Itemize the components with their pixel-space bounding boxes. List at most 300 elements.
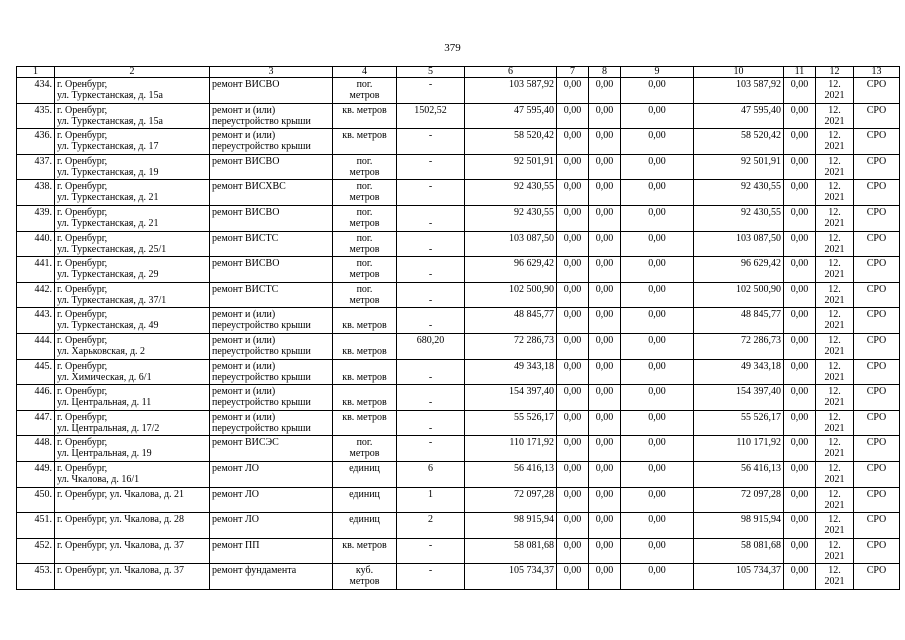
quantity-cell-line: - (428, 437, 433, 449)
table-row (17, 461, 900, 487)
table-row (17, 103, 900, 129)
col8-cell: 0,00 (589, 231, 621, 257)
unit-cell (333, 436, 397, 462)
completion-date-cell (816, 436, 854, 462)
table-row (17, 231, 900, 257)
col11-cell: 0,00 (784, 410, 816, 436)
row-number: 445. (17, 359, 55, 385)
method-cell: СРО (854, 78, 900, 104)
row-number: 440. (17, 231, 55, 257)
completion-date-cell-line: 12. (828, 386, 841, 398)
col8-cell: 0,00 (589, 461, 621, 487)
unit-cell-line: кв. метров (342, 539, 387, 551)
address-cell-line: ул. Туркестанская, д. 37/1 (57, 294, 167, 306)
quantity-cell-line: - (428, 320, 433, 332)
quantity-cell-line: - (428, 565, 433, 577)
completion-date-cell-line: 2021 (824, 192, 845, 204)
unit-cell (333, 180, 397, 206)
quantity-cell (397, 513, 465, 539)
address-cell-line: г. Оренбург, (57, 258, 108, 270)
unit-cell-line: единиц (349, 514, 380, 526)
unit-cell (333, 333, 397, 359)
col8-cell: 0,00 (589, 564, 621, 590)
unit-cell (333, 205, 397, 231)
col8-cell: 0,00 (589, 154, 621, 180)
row-number: 452. (17, 538, 55, 564)
address-cell-line: г. Оренбург, (57, 155, 108, 167)
completion-date-cell (816, 154, 854, 180)
table-row (17, 564, 900, 590)
address-cell-line: ул. Центральная, д. 17/2 (57, 422, 160, 434)
unit-cell (333, 308, 397, 334)
col9-cell: 0,00 (621, 154, 694, 180)
address-cell-line: г. Оренбург, (57, 206, 108, 218)
completion-date-cell-line: 2021 (824, 473, 845, 485)
col8-cell: 0,00 (589, 129, 621, 155)
col8-cell: 0,00 (589, 359, 621, 385)
work-type-cell-line: ремонт и (или) (212, 386, 276, 398)
col8-cell: 0,00 (589, 78, 621, 104)
quantity-cell (397, 385, 465, 411)
work-type-cell-line: ремонт и (или) (212, 411, 276, 423)
address-cell-line: ул. Туркестанская, д. 15а (57, 90, 163, 101)
quantity-cell-line: - (428, 130, 433, 142)
column-header-1: 1 (17, 67, 55, 78)
quantity-cell-line (399, 233, 462, 244)
work-type-cell-line: ремонт и (или) (212, 360, 276, 372)
work-type-cell (210, 333, 333, 359)
total-cost-cell: 96 629,42 (465, 257, 557, 283)
col9-cell: 0,00 (621, 257, 694, 283)
col11-cell: 0,00 (784, 461, 816, 487)
completion-date-cell-line: 12. (828, 309, 841, 321)
quantity-cell-line (399, 284, 462, 295)
unit-cell-line: метров (349, 448, 380, 460)
completion-date-cell-line: 12. (828, 565, 841, 577)
method-cell: СРО (854, 205, 900, 231)
work-type-cell (210, 308, 333, 334)
column-header-7: 7 (557, 67, 589, 78)
address-cell (55, 205, 210, 231)
address-cell-line: г. Оренбург, (57, 309, 108, 321)
quantity-cell-line: - (428, 181, 433, 193)
quantity-cell (397, 436, 465, 462)
work-type-cell-line: ремонт и (или) (212, 130, 276, 142)
col11-cell: 0,00 (784, 487, 816, 513)
col7-cell: 0,00 (557, 538, 589, 564)
work-type-cell-line: ремонт ПП (212, 539, 260, 551)
unit-cell (333, 564, 397, 590)
table-row (17, 78, 900, 104)
address-cell-line: ул. Центральная, д. 11 (57, 397, 152, 409)
col11-cell: 0,00 (784, 333, 816, 359)
table-row (17, 385, 900, 411)
total-cost-cell: 56 416,13 (465, 461, 557, 487)
total-cost-cell: 49 343,18 (465, 359, 557, 385)
unit-cell (333, 410, 397, 436)
work-type-cell (210, 487, 333, 513)
column-header-6: 6 (465, 67, 557, 78)
col8-cell: 0,00 (589, 410, 621, 436)
total-cost-cell: 154 397,40 (465, 385, 557, 411)
col11-cell: 0,00 (784, 385, 816, 411)
address-cell-line: г. Оренбург, (57, 104, 108, 116)
completion-date-cell-line: 12. (828, 411, 841, 423)
quantity-cell (397, 129, 465, 155)
work-type-cell-line: переустройство крыши (212, 320, 311, 332)
completion-date-cell-line: 12. (828, 181, 841, 193)
unit-cell-line: кв. метров (342, 397, 387, 409)
work-type-cell-line: ремонт ЛО (212, 462, 259, 474)
col11-cell: 0,00 (784, 282, 816, 308)
unit-cell-line: пог. (356, 206, 373, 218)
total-cost-cell: 48 845,77 (465, 308, 557, 334)
table-row (17, 205, 900, 231)
col8-cell: 0,00 (589, 487, 621, 513)
col11-cell: 0,00 (784, 129, 816, 155)
quantity-cell-line: - (428, 79, 433, 90)
col7-cell: 0,00 (557, 487, 589, 513)
quantity-cell-line: - (428, 294, 433, 306)
quantity-cell (397, 333, 465, 359)
address-cell-line: ул. Туркестанская, д. 15а (57, 115, 163, 127)
work-type-cell (210, 410, 333, 436)
address-cell-line: г. Оренбург, (57, 334, 108, 346)
column-header-11: 11 (784, 67, 816, 78)
col7-cell: 0,00 (557, 333, 589, 359)
completion-date-cell-line: 2021 (824, 550, 845, 562)
quantity-cell (397, 461, 465, 487)
col7-cell: 0,00 (557, 564, 589, 590)
total-cost-cell: 98 915,94 (465, 513, 557, 539)
completion-date-cell (816, 461, 854, 487)
completion-date-cell (816, 282, 854, 308)
address-cell-line: г. Оренбург, ул. Чкалова, д. 37 (57, 565, 185, 577)
total-cost-cell: 55 526,17 (465, 410, 557, 436)
col9-cell: 0,00 (621, 359, 694, 385)
completion-date-cell-line: 2021 (824, 345, 845, 357)
col10-cell: 47 595,40 (694, 103, 784, 129)
col7-cell: 0,00 (557, 231, 589, 257)
col8-cell: 0,00 (589, 205, 621, 231)
method-cell: СРО (854, 333, 900, 359)
column-header-5: 5 (397, 67, 465, 78)
address-cell (55, 308, 210, 334)
unit-cell-line: пог. (356, 283, 373, 295)
unit-cell-line: метров (349, 269, 380, 281)
column-header-9: 9 (621, 67, 694, 78)
address-cell-line: г. Оренбург, (57, 232, 108, 244)
total-cost-cell: 92 501,91 (465, 154, 557, 180)
col7-cell: 0,00 (557, 385, 589, 411)
quantity-cell-line: - (428, 217, 433, 229)
work-type-cell-line: ремонт ВИСВО (212, 79, 280, 90)
address-cell-line: ул. Харьковская, д. 2 (57, 345, 146, 357)
address-cell (55, 359, 210, 385)
col9-cell: 0,00 (621, 385, 694, 411)
unit-cell (333, 129, 397, 155)
completion-date-cell-line: 2021 (824, 269, 845, 281)
col10-cell: 92 430,55 (694, 205, 784, 231)
col10-cell: 72 097,28 (694, 487, 784, 513)
quantity-cell-line (399, 361, 462, 372)
address-cell (55, 538, 210, 564)
col9-cell: 0,00 (621, 282, 694, 308)
col7-cell: 0,00 (557, 205, 589, 231)
column-header-4: 4 (333, 67, 397, 78)
completion-date-cell-line: 2021 (824, 320, 845, 332)
quantity-cell-line (399, 412, 462, 423)
address-cell-line: г. Оренбург, ул. Чкалова, д. 21 (57, 488, 185, 500)
address-cell-line: г. Оренбург, (57, 462, 108, 474)
method-cell: СРО (854, 410, 900, 436)
address-cell (55, 154, 210, 180)
col9-cell: 0,00 (621, 538, 694, 564)
address-cell (55, 461, 210, 487)
completion-date-cell-line: 2021 (824, 499, 845, 511)
table-row (17, 282, 900, 308)
col10-cell: 98 915,94 (694, 513, 784, 539)
work-type-cell-line: переустройство крыши (212, 115, 311, 127)
method-cell: СРО (854, 154, 900, 180)
col7-cell: 0,00 (557, 513, 589, 539)
col9-cell: 0,00 (621, 129, 694, 155)
completion-date-cell-line: 2021 (824, 294, 845, 306)
quantity-cell-line: 2 (428, 514, 433, 526)
col8-cell: 0,00 (589, 308, 621, 334)
address-cell (55, 282, 210, 308)
unit-cell-line: метров (349, 576, 380, 588)
address-cell (55, 513, 210, 539)
col7-cell: 0,00 (557, 103, 589, 129)
unit-cell-line (335, 335, 394, 346)
col11-cell: 0,00 (784, 154, 816, 180)
col7-cell: 0,00 (557, 410, 589, 436)
table-row (17, 487, 900, 513)
method-cell: СРО (854, 231, 900, 257)
row-number: 442. (17, 282, 55, 308)
address-cell (55, 487, 210, 513)
col7-cell: 0,00 (557, 282, 589, 308)
work-type-cell (210, 129, 333, 155)
unit-cell (333, 231, 397, 257)
address-cell-line: ул. Туркестанская, д. 25/1 (57, 243, 167, 255)
unit-cell-line: пог. (356, 258, 373, 270)
col9-cell: 0,00 (621, 205, 694, 231)
address-cell-line: ул. Туркестанская, д. 19 (57, 166, 159, 178)
completion-date-cell-line: 2021 (824, 371, 845, 383)
work-type-cell (210, 385, 333, 411)
header-row (17, 67, 900, 78)
unit-cell-line: кв. метров (342, 411, 387, 423)
col8-cell: 0,00 (589, 333, 621, 359)
work-type-cell-line: переустройство крыши (212, 371, 311, 383)
quantity-cell-line: - (428, 539, 433, 551)
work-type-cell-line: переустройство крыши (212, 141, 311, 153)
address-cell-line: г. Оренбург, ул. Чкалова, д. 37 (57, 539, 185, 551)
address-cell (55, 385, 210, 411)
col7-cell: 0,00 (557, 154, 589, 180)
work-type-cell (210, 180, 333, 206)
completion-date-cell-line: 2021 (824, 422, 845, 434)
unit-cell-line: кв. метров (342, 371, 387, 383)
method-cell: СРО (854, 487, 900, 513)
unit-cell (333, 538, 397, 564)
total-cost-cell: 58 081,68 (465, 538, 557, 564)
col10-cell: 55 526,17 (694, 410, 784, 436)
completion-date-cell-line: 12. (828, 334, 841, 346)
row-number: 436. (17, 129, 55, 155)
quantity-cell-line (399, 207, 462, 218)
work-type-cell-line: ремонт фундамента (212, 565, 297, 577)
table-row (17, 257, 900, 283)
work-type-cell-line: ремонт и (или) (212, 309, 276, 321)
row-number: 447. (17, 410, 55, 436)
method-cell: СРО (854, 436, 900, 462)
method-cell: СРО (854, 308, 900, 334)
total-cost-cell: 72 286,73 (465, 333, 557, 359)
completion-date-cell-line: 12. (828, 360, 841, 372)
address-cell (55, 103, 210, 129)
row-number: 439. (17, 205, 55, 231)
work-type-cell-line: ремонт ВИСВО (212, 155, 280, 167)
completion-date-cell-line: 12. (828, 232, 841, 244)
col8-cell: 0,00 (589, 436, 621, 462)
completion-date-cell (816, 231, 854, 257)
quantity-cell-line (399, 386, 462, 397)
col11-cell: 0,00 (784, 436, 816, 462)
row-number: 449. (17, 461, 55, 487)
col7-cell: 0,00 (557, 129, 589, 155)
quantity-cell (397, 257, 465, 283)
completion-date-cell (816, 308, 854, 334)
unit-cell-line: пог. (356, 437, 373, 449)
method-cell: СРО (854, 129, 900, 155)
unit-cell (333, 359, 397, 385)
completion-date-cell (816, 129, 854, 155)
work-type-cell (210, 154, 333, 180)
total-cost-cell: 110 171,92 (465, 436, 557, 462)
col7-cell: 0,00 (557, 461, 589, 487)
table-row (17, 410, 900, 436)
col9-cell: 0,00 (621, 308, 694, 334)
row-number: 450. (17, 487, 55, 513)
col11-cell: 0,00 (784, 103, 816, 129)
quantity-cell-line (399, 258, 462, 269)
completion-date-cell-line: 12. (828, 514, 841, 526)
col11-cell: 0,00 (784, 180, 816, 206)
table-row (17, 308, 900, 334)
col10-cell: 48 845,77 (694, 308, 784, 334)
work-type-cell-line: ремонт ВИСТС (212, 283, 279, 295)
completion-date-cell-line: 2021 (824, 576, 845, 588)
completion-date-cell-line: 2021 (824, 243, 845, 255)
address-cell (55, 333, 210, 359)
completion-date-cell-line: 12. (828, 437, 841, 449)
work-type-cell-line: ремонт ВИСВО (212, 258, 280, 270)
quantity-cell-line: 1 (428, 488, 433, 500)
col9-cell: 0,00 (621, 333, 694, 359)
table-row (17, 513, 900, 539)
address-cell (55, 257, 210, 283)
address-cell (55, 564, 210, 590)
total-cost-cell: 72 097,28 (465, 487, 557, 513)
address-cell-line: ул. Центральная, д. 19 (57, 448, 152, 460)
column-header-8: 8 (589, 67, 621, 78)
method-cell: СРО (854, 282, 900, 308)
page-number: 379 (444, 42, 461, 54)
unit-cell-line (335, 386, 394, 397)
table-row (17, 154, 900, 180)
row-number: 438. (17, 180, 55, 206)
col10-cell: 56 416,13 (694, 461, 784, 487)
address-cell-line: г. Оренбург, (57, 437, 108, 449)
quantity-cell (397, 410, 465, 436)
address-cell-line: ул. Туркестанская, д. 17 (57, 141, 159, 153)
work-type-cell-line: ремонт ЛО (212, 488, 259, 500)
unit-cell-line: единиц (349, 488, 380, 500)
unit-cell-line: кв. метров (342, 130, 387, 142)
completion-date-cell (816, 538, 854, 564)
col8-cell: 0,00 (589, 180, 621, 206)
work-type-cell-line: переустройство крыши (212, 422, 311, 434)
completion-date-cell-line: 12. (828, 539, 841, 551)
completion-date-cell-line: 12. (828, 283, 841, 295)
quantity-cell-line: 6 (428, 462, 433, 474)
total-cost-cell: 47 595,40 (465, 103, 557, 129)
quantity-cell (397, 538, 465, 564)
unit-cell-line: метров (349, 192, 380, 204)
row-number: 437. (17, 154, 55, 180)
unit-cell-line: пог. (356, 79, 373, 90)
method-cell: СРО (854, 513, 900, 539)
work-type-cell-line: ремонт ВИСТС (212, 232, 279, 244)
unit-cell-line: кв. метров (342, 345, 387, 357)
quantity-cell (397, 359, 465, 385)
work-type-cell (210, 436, 333, 462)
unit-cell (333, 154, 397, 180)
col10-cell: 49 343,18 (694, 359, 784, 385)
table-body (17, 67, 900, 590)
quantity-cell (397, 205, 465, 231)
col11-cell: 0,00 (784, 513, 816, 539)
col7-cell: 0,00 (557, 257, 589, 283)
completion-date-cell (816, 385, 854, 411)
row-number: 453. (17, 564, 55, 590)
col10-cell: 110 171,92 (694, 436, 784, 462)
col8-cell: 0,00 (589, 282, 621, 308)
completion-date-cell-line: 2021 (824, 90, 845, 101)
completion-date-cell-line: 12. (828, 155, 841, 167)
quantity-cell (397, 282, 465, 308)
completion-date-cell-line: 2021 (824, 166, 845, 178)
total-cost-cell: 102 500,90 (465, 282, 557, 308)
col10-cell: 103 087,50 (694, 231, 784, 257)
col7-cell: 0,00 (557, 436, 589, 462)
quantity-cell (397, 564, 465, 590)
completion-date-cell-line: 12. (828, 258, 841, 270)
quantity-cell-line: - (428, 371, 433, 383)
unit-cell (333, 385, 397, 411)
col11-cell: 0,00 (784, 78, 816, 104)
col11-cell: 0,00 (784, 231, 816, 257)
quantity-cell (397, 231, 465, 257)
address-cell-line: ул. Туркестанская, д. 49 (57, 320, 159, 332)
col11-cell: 0,00 (784, 257, 816, 283)
table-row (17, 436, 900, 462)
completion-date-cell (816, 180, 854, 206)
total-cost-cell: 103 587,92 (465, 78, 557, 104)
